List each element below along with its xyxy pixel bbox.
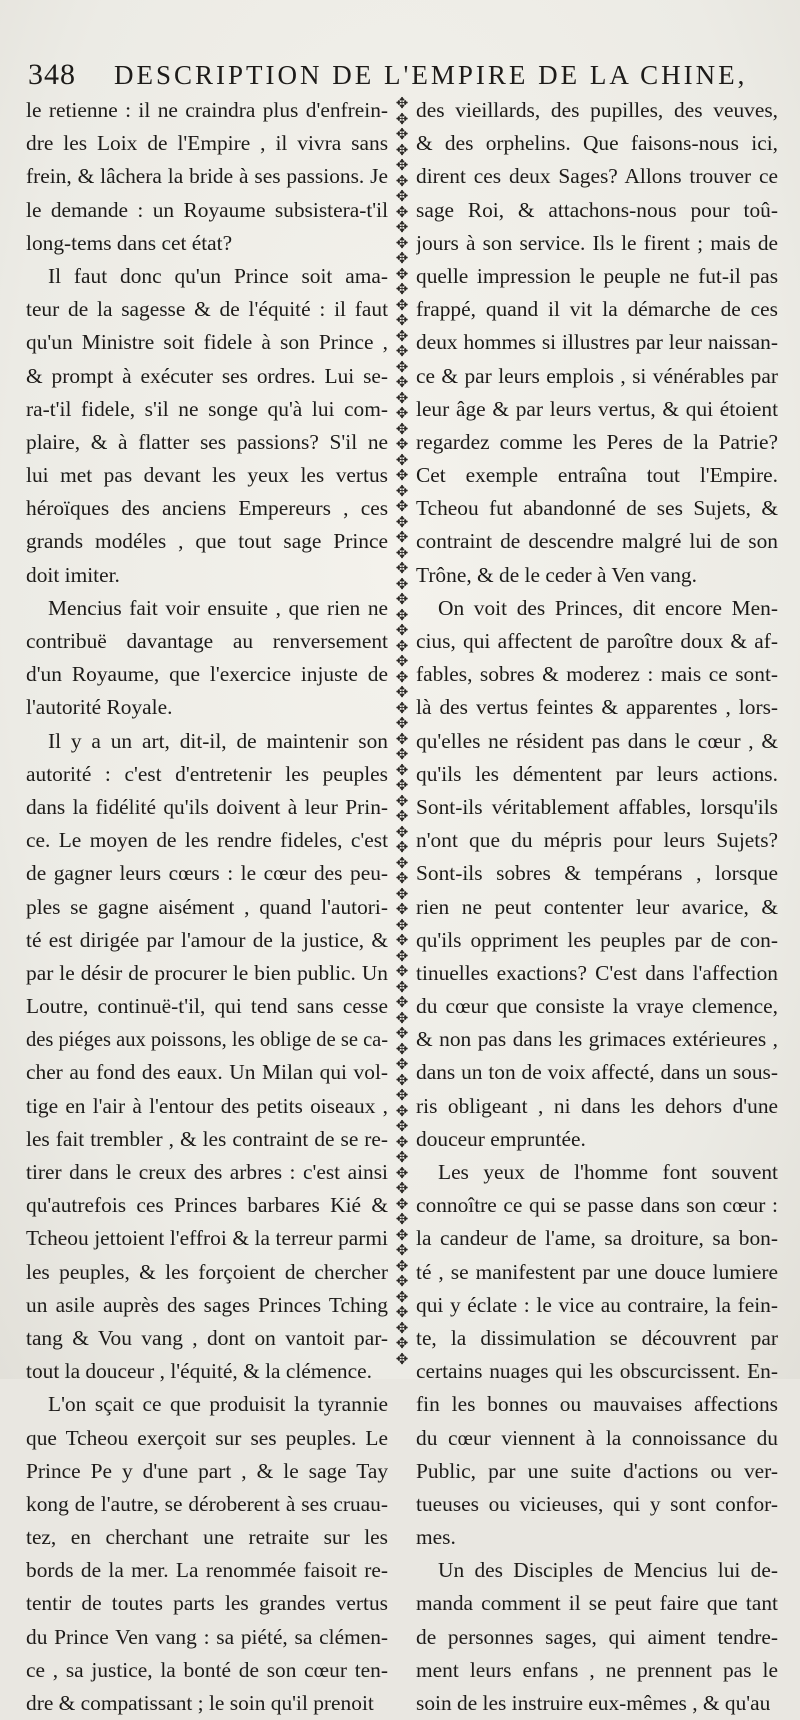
ornament-icon: ✥ bbox=[395, 1303, 409, 1321]
ornament-icon: ✥ bbox=[395, 1256, 409, 1275]
text-line: héroïques des anciens Empereurs , ces bbox=[26, 496, 388, 521]
ornament-icon: ✥ bbox=[395, 249, 409, 267]
text-line: Trône, & de le ceder à Ven vang. bbox=[416, 562, 697, 587]
text-line: tueuses ou vicieuses, qui y sont confor- bbox=[416, 1491, 778, 1516]
text-line: par le désir de procurer le bien public. Un bbox=[26, 960, 388, 985]
ornament-icon: ✥ bbox=[395, 1024, 409, 1042]
ornament-icon: ✥ bbox=[395, 559, 409, 577]
ornament-icon: ✥ bbox=[395, 962, 409, 980]
text-line: du cœur que consiste la vraye clemence, bbox=[416, 994, 778, 1019]
ornament-icon: ✥ bbox=[395, 125, 409, 143]
text-line: tentir de toutes parts les grandes vertus bbox=[26, 1591, 388, 1616]
text-line: du Prince Ven vang : sa piété, sa clémen- bbox=[26, 1624, 388, 1649]
text-line: cius, qui affectent de paroître doux & af- bbox=[416, 629, 778, 653]
ornament-icon: ✥ bbox=[395, 745, 409, 763]
ornament-icon: ✥ bbox=[395, 993, 409, 1011]
text-line: des vieillards, des pupilles, des veuves, bbox=[416, 98, 778, 122]
text-line: ce & par leurs emplois , si vénérables par bbox=[416, 363, 778, 388]
text-line: les fait trembler , & les contraint de se re- bbox=[26, 1126, 388, 1151]
text-line: kong de l'autre, se déroberent à ses cruau- bbox=[26, 1491, 388, 1516]
text-line: Il faut donc qu'un Prince soit ama- bbox=[48, 263, 388, 288]
paragraph bbox=[416, 94, 778, 592]
text-line: Cet exemple entraîna tout l'Empire. bbox=[416, 463, 778, 488]
text-line: dre les Loix de l'Empire , il vivra sans bbox=[26, 131, 388, 156]
ornament-icon: ✥ bbox=[395, 373, 409, 391]
text-line: Les yeux de l'homme font souvent bbox=[438, 1160, 778, 1184]
ornament-icon: ✥ bbox=[395, 187, 409, 205]
text-line: leur âge & par leurs vertus, & qui étoient bbox=[416, 396, 778, 421]
text-line: là des vertus feintes & apparentes , lors- bbox=[416, 695, 778, 720]
text-line: frein, & lâchera la bride à ses passions. Je bbox=[26, 164, 388, 189]
text-line: douceur empruntée. bbox=[416, 1126, 586, 1151]
text-line: des piéges aux poissons, les oblige de se ca- bbox=[26, 1027, 389, 1052]
ornament-icon: ✥ bbox=[395, 605, 409, 624]
ornament-icon: ✥ bbox=[395, 435, 409, 453]
ornament-icon: ✥ bbox=[395, 1008, 409, 1027]
ornament-icon: ✥ bbox=[395, 776, 409, 794]
paragraph bbox=[26, 94, 388, 260]
text-line: Prince Pe y d'une part , & le sage Tay bbox=[26, 1458, 388, 1483]
text-line: quelle impression le peuple ne fut-il pas bbox=[416, 263, 778, 288]
text-line: de personnes sages, qui aiment tendre- bbox=[416, 1624, 778, 1649]
ornament-icon: ✥ bbox=[395, 884, 409, 903]
text-line: connoître ce qui se passe dans son cœur : bbox=[416, 1193, 778, 1218]
text-line: dirent ces deux Sages? Allons trouver ce bbox=[416, 164, 778, 189]
text-line: Sont-ils sobres & tempérans , lorsque bbox=[416, 861, 778, 886]
text-line: manda comment il se peut faire que tant bbox=[416, 1591, 778, 1616]
text-line: teur de la sagesse & de l'équité : il faut bbox=[26, 297, 388, 322]
ornament-icon: ✥ bbox=[395, 698, 409, 717]
text-line: fables, sobres & moderez : mais ce sont- bbox=[416, 662, 778, 687]
ornament-icon: ✥ bbox=[395, 528, 409, 546]
text-line: qu'autrefois ces Princes barbares Kié & bbox=[26, 1193, 388, 1218]
ornament-icon: ✥ bbox=[395, 171, 409, 190]
text-line: fin les bonnes ou mauvaises affections bbox=[416, 1392, 778, 1417]
running-title: DESCRIPTION DE L'EMPIRE DE LA CHINE, bbox=[114, 60, 748, 90]
paragraph bbox=[26, 725, 388, 1389]
text-line: long-tems dans cet état? bbox=[26, 230, 233, 255]
text-line: les peuples, & les forçoient de chercher bbox=[26, 1259, 388, 1284]
ornament-icon: ✥ bbox=[395, 822, 409, 841]
ornament-icon: ✥ bbox=[395, 466, 409, 484]
ornament-icon: ✥ bbox=[395, 543, 409, 562]
ornament-icon: ✥ bbox=[395, 1334, 409, 1352]
text-line: dans un ton de voix affecté, dans un sous- bbox=[416, 1060, 778, 1085]
text-line: tout la douceur , l'équité, & la clémence. bbox=[26, 1359, 372, 1384]
ornament-icon: ✥ bbox=[395, 357, 409, 376]
text-line: jours à son service. Ils le firent ; mais de bbox=[416, 230, 778, 255]
ornament-icon: ✥ bbox=[395, 264, 409, 283]
ornament-icon: ✥ bbox=[395, 1101, 409, 1120]
ornament-icon: ✥ bbox=[395, 140, 409, 159]
text-line: frappé, quand il vit la démarche de ces bbox=[416, 297, 778, 322]
ornament-icon: ✥ bbox=[395, 590, 409, 608]
paragraph bbox=[26, 1388, 388, 1720]
paragraph bbox=[416, 1156, 778, 1554]
ornament-icon: ✥ bbox=[395, 1148, 409, 1166]
text-line: Il y a un art, dit-il, de maintenir son bbox=[48, 728, 388, 753]
text-line: autorité : c'est d'entretenir les peuples bbox=[26, 761, 388, 786]
text-line: Public, par une suite d'actions ou ver- bbox=[416, 1458, 778, 1483]
ornament-icon: ✥ bbox=[395, 760, 409, 779]
text-line: lui met pas devant les yeux les vertus bbox=[26, 463, 388, 488]
ornament-icon: ✥ bbox=[395, 1132, 409, 1151]
text-line: rien ne peut contenter leur avarice, & bbox=[416, 894, 778, 919]
paragraph bbox=[26, 592, 388, 725]
text-line: d'un Royaume, que l'exercice injuste de bbox=[26, 662, 388, 687]
text-line: bords de la mer. La renommée faisoit re- bbox=[26, 1558, 388, 1583]
ornament-icon: ✥ bbox=[395, 512, 409, 531]
ornament-icon: ✥ bbox=[395, 977, 409, 996]
text-line: ris obligeant , ni dans les dehors d'une bbox=[416, 1093, 778, 1118]
ornament-icon: ✥ bbox=[395, 931, 409, 949]
ornament-icon: ✥ bbox=[395, 900, 409, 918]
text-line: ce. Le moyen de les rendre fideles, c'est bbox=[26, 828, 388, 853]
ornament-icon: ✥ bbox=[395, 326, 409, 345]
text-line: de gagner leurs cœurs : le cœur des peu- bbox=[26, 861, 388, 886]
ornament-icon: ✥ bbox=[395, 481, 409, 500]
text-line: doit imiter. bbox=[26, 562, 120, 587]
ornament-icon: ✥ bbox=[395, 1117, 409, 1135]
ornament-icon: ✥ bbox=[395, 1241, 409, 1259]
ornament-icon: ✥ bbox=[395, 1194, 409, 1213]
ornament-icon: ✥ bbox=[395, 96, 409, 112]
text-line: ra-t'il fidele, s'il ne songe qu'à lui com- bbox=[26, 396, 388, 421]
text-line: tige en l'air à l'entour des petits oiseaux , bbox=[26, 1093, 388, 1118]
right-text-column bbox=[416, 94, 778, 1720]
text-line: Sont-ils véritablement affables, lorsqu'ils bbox=[416, 794, 778, 819]
text-line: mes. bbox=[416, 1525, 456, 1550]
ornament-icon: ✥ bbox=[395, 791, 409, 810]
ornament-icon: ✥ bbox=[395, 1039, 409, 1058]
text-line: contribuë davantage au renversement bbox=[26, 629, 388, 653]
text-line: qu'ils les démentent par leurs actions. bbox=[416, 761, 778, 786]
text-line: ment leurs enfans , ne prennent pas le bbox=[416, 1657, 778, 1682]
ornament-icon: ✥ bbox=[395, 342, 409, 360]
text-line: tang & Vou vang , dont on vantoit par- bbox=[26, 1325, 388, 1350]
ornament-icon: ✥ bbox=[395, 202, 409, 221]
ornament-icon: ✥ bbox=[395, 1179, 409, 1197]
text-line: L'on sçait ce que produisit la tyrannie bbox=[48, 1392, 388, 1417]
ornament-icon: ✥ bbox=[395, 1163, 409, 1182]
ornament-icon: ✥ bbox=[395, 915, 409, 934]
ornament-icon: ✥ bbox=[395, 683, 409, 701]
ornament-icon: ✥ bbox=[395, 280, 409, 298]
ornament-icon: ✥ bbox=[395, 419, 409, 438]
text-line: & prompt à exécuter ses ordres. Lui se- bbox=[26, 363, 388, 388]
text-line: tirer dans le creux des arbres : c'est ainsi bbox=[26, 1160, 388, 1184]
text-line: tinuelles exactions? C'est dans l'affection bbox=[416, 960, 778, 985]
ornament-icon: ✥ bbox=[395, 1210, 409, 1228]
text-line: & non pas dans les grimaces extérieures , bbox=[416, 1027, 778, 1052]
ornament-icon: ✥ bbox=[395, 218, 409, 236]
ornament-icon: ✥ bbox=[395, 1287, 409, 1306]
ornament-icon: ✥ bbox=[395, 1070, 409, 1089]
ornament-icon: ✥ bbox=[395, 497, 409, 515]
page-number: 348 bbox=[28, 58, 76, 91]
text-line: dre & compatissant ; le soin qu'il prenoit bbox=[26, 1691, 374, 1715]
text-line: sage Roi, & attachons-nous pour toû- bbox=[416, 197, 778, 222]
text-line: grands modéles , que tout sage Prince bbox=[26, 529, 388, 554]
text-line: Mencius fait voir ensuite , que rien ne bbox=[48, 595, 388, 620]
ornament-icon: ✥ bbox=[395, 1086, 409, 1104]
text-line: Tcheou fut abandonné de ses Sujets, & bbox=[416, 496, 778, 521]
text-line: que Tcheou exerçoit sur ses peuples. Le bbox=[26, 1425, 388, 1450]
text-line: tez, en cherchant une retraite sur les bbox=[26, 1525, 388, 1550]
ornament-icon: ✥ bbox=[395, 156, 409, 174]
text-line: qu'un Ministre soit fidele à son Prince , bbox=[26, 330, 388, 355]
ornament-icon: ✥ bbox=[395, 1055, 409, 1073]
text-line: deux hommes si illustres par leur naissan- bbox=[416, 330, 778, 355]
ornament-icon: ✥ bbox=[395, 667, 409, 686]
ornament-icon: ✥ bbox=[395, 621, 409, 639]
paragraph bbox=[416, 592, 778, 1156]
text-line: n'ont que du mépris pour leurs Sujets? bbox=[416, 828, 778, 853]
ornament-icon: ✥ bbox=[395, 388, 409, 407]
ornament-icon: ✥ bbox=[395, 295, 409, 314]
text-line: Loutre, continuë-t'il, qui tend sans cesse bbox=[26, 994, 388, 1019]
ornament-icon: ✥ bbox=[395, 450, 409, 469]
text-line: te, la dissimulation se découvrent par bbox=[416, 1325, 778, 1350]
ornament-icon: ✥ bbox=[395, 714, 409, 732]
text-line: Un des Disciples de Mencius lui de- bbox=[438, 1558, 778, 1583]
text-line: Tcheou jettoient l'effroi & la terreur parmi bbox=[26, 1226, 388, 1251]
text-line: cher au fond des eaux. Un Milan qui vol- bbox=[26, 1060, 388, 1085]
text-line: & des orphelins. Que faisons-nous ici, bbox=[416, 131, 778, 156]
text-line: dans la fidélité qu'ils doivent à leur Prin- bbox=[26, 794, 388, 819]
text-line: qu'elles ne résident pas dans le cœur , & bbox=[416, 728, 778, 753]
ornament-icon: ✥ bbox=[395, 311, 409, 329]
ornament-icon: ✥ bbox=[395, 1349, 409, 1366]
text-line: qui y éclate : le vice au contraire, la fein- bbox=[416, 1292, 778, 1317]
left-text-column bbox=[26, 94, 388, 1720]
text-line: ce , sa justice, la bonté de son cœur ten- bbox=[26, 1657, 388, 1682]
text-line: soin de les instruire eux-mêmes , & qu'au bbox=[416, 1691, 771, 1715]
ornament-icon: ✥ bbox=[395, 1318, 409, 1337]
ornament-icon: ✥ bbox=[395, 404, 409, 422]
ornamental-column-divider bbox=[389, 96, 415, 1366]
text-line: té , se manifestent par une douce lumiere bbox=[416, 1259, 778, 1284]
text-line: le retienne : il ne craindra plus d'enfrein- bbox=[26, 98, 388, 122]
text-line: plaire, & à flatter ses passions? S'il ne bbox=[26, 429, 388, 454]
text-line: l'autorité Royale. bbox=[26, 695, 173, 720]
ornament-icon: ✥ bbox=[395, 869, 409, 887]
page-header bbox=[28, 58, 778, 98]
text-line: qu'ils oppriment les peuples par de con- bbox=[416, 927, 778, 952]
ornament-icon: ✥ bbox=[395, 1272, 409, 1290]
text-line: un asile auprès des sages Princes Tching bbox=[26, 1292, 388, 1317]
ornament-icon: ✥ bbox=[395, 838, 409, 856]
ornament-icon: ✥ bbox=[395, 636, 409, 655]
text-line: la candeur de l'ame, sa droiture, sa bon- bbox=[416, 1226, 778, 1251]
ornament-icon: ✥ bbox=[395, 109, 409, 128]
text-line: ples se gagne aisément , quand l'autori- bbox=[26, 894, 388, 919]
text-line: regardez comme les Peres de la Patrie? bbox=[416, 429, 778, 454]
text-line: certains nuages qui les obscurcissent. En- bbox=[416, 1359, 778, 1384]
text-line: contraint de descendre malgré lui de son bbox=[416, 529, 778, 554]
text-line: le demande : un Royaume subsistera-t'il bbox=[26, 197, 388, 222]
text-line: du cœur viennent à la connoissance du bbox=[416, 1425, 778, 1450]
ornament-icon: ✥ bbox=[395, 807, 409, 825]
ornament-icon: ✥ bbox=[395, 1225, 409, 1244]
ornament-icon: ✥ bbox=[395, 652, 409, 670]
paragraph bbox=[416, 1554, 778, 1720]
ornament-icon: ✥ bbox=[395, 729, 409, 748]
paragraph bbox=[26, 260, 388, 592]
ornament-icon: ✥ bbox=[395, 574, 409, 593]
ornament-icon: ✥ bbox=[395, 233, 409, 252]
text-line: té est dirigée par l'amour de la justice, & bbox=[26, 927, 388, 952]
text-line: On voit des Princes, dit encore Men- bbox=[438, 595, 778, 620]
ornament-icon: ✥ bbox=[395, 853, 409, 872]
ornament-icon: ✥ bbox=[395, 946, 409, 965]
